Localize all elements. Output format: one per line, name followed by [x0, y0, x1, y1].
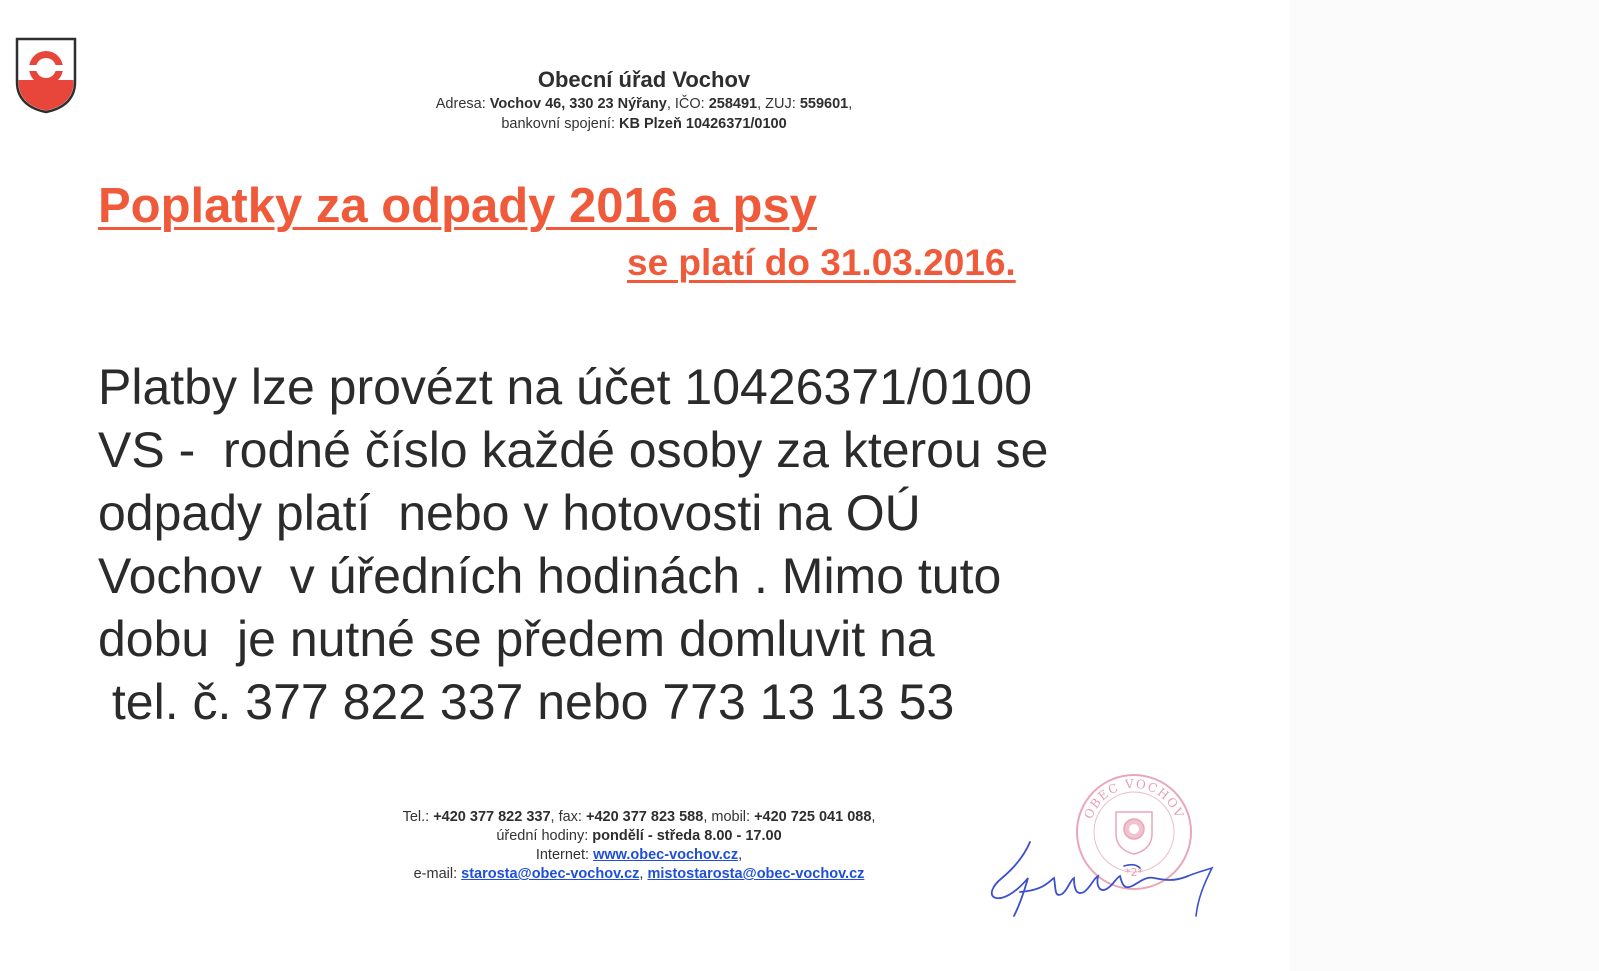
- stamp-text: OBEC VOCHOV: [1081, 776, 1187, 821]
- office-name: Obecní úřad Vochov: [537, 67, 751, 92]
- mobil-label: , mobil:: [703, 809, 755, 825]
- tel-value: +420 377 822 337: [433, 809, 551, 825]
- bank-label: bankovní spojení:: [501, 116, 620, 132]
- zuj-label: , ZUJ:: [757, 96, 800, 112]
- hours-label: úřední hodiny:: [496, 828, 593, 844]
- mobil-value: +420 725 041 088: [754, 809, 872, 825]
- crest-icon: [14, 36, 78, 114]
- internet-label: Internet:: [535, 847, 594, 863]
- email-label: e-mail:: [413, 866, 462, 882]
- hours-line: [334, 827, 944, 846]
- signature-icon: [984, 838, 1216, 926]
- body-line: Vochov v úředních hodinách . Mimo tuto: [98, 548, 1002, 604]
- address-line: [340, 94, 948, 114]
- internet-line: [334, 846, 944, 865]
- bank-line: [340, 114, 948, 134]
- zuj-end: ,: [848, 96, 853, 112]
- body-line: dobu je nutné se předem domluvit na: [98, 611, 935, 667]
- email-line: [334, 865, 944, 884]
- website-link[interactable]: www.obec-vochov.cz: [593, 847, 739, 863]
- email-link-starosta[interactable]: starosta@obec-vochov.cz: [461, 866, 640, 882]
- bank-value: KB Plzeň 10426371/0100: [619, 116, 787, 132]
- email-separator: ,: [639, 866, 648, 882]
- body-line: tel. č. 377 822 337 nebo 773 13 13 53: [98, 674, 955, 730]
- body-line: VS - rodné číslo každé osoby za kterou se: [98, 422, 1049, 478]
- svg-text:OBEC VOCHOV: [1081, 777, 1186, 821]
- notice-subtitle: se platí do 31.03.2016.: [627, 242, 1016, 283]
- zuj-value: 559601: [799, 96, 849, 112]
- address-label: Adresa:: [435, 96, 490, 112]
- page-margin: [1290, 0, 1599, 971]
- fax-value: +420 377 823 588: [585, 809, 704, 825]
- body-line: Platby lze provézt na účet 10426371/0100: [98, 359, 1033, 415]
- notice-body: [98, 356, 1049, 734]
- hours-value: pondělí - středa 8.00 - 17.00: [592, 828, 782, 844]
- notice-title: Poplatky za odpady 2016 a psy: [98, 179, 817, 233]
- stamp-bottom-text: *2*: [1125, 866, 1143, 879]
- ico-label: , IČO:: [666, 96, 709, 112]
- fax-label: , fax:: [550, 809, 586, 825]
- contact-footer: [334, 808, 944, 884]
- address-value: Vochov 46, 330 23 Nýřany: [489, 96, 667, 112]
- phone-line: [334, 808, 944, 827]
- mobil-end: ,: [871, 809, 876, 825]
- tel-label: Tel.:: [402, 809, 434, 825]
- email-link-mistostarosta[interactable]: mistostarosta@obec-vochov.cz: [647, 866, 865, 882]
- internet-end: ,: [738, 847, 743, 863]
- letterhead: [340, 66, 948, 134]
- ico-value: 258491: [708, 96, 758, 112]
- body-line: odpady platí nebo v hotovosti na OÚ: [98, 485, 921, 541]
